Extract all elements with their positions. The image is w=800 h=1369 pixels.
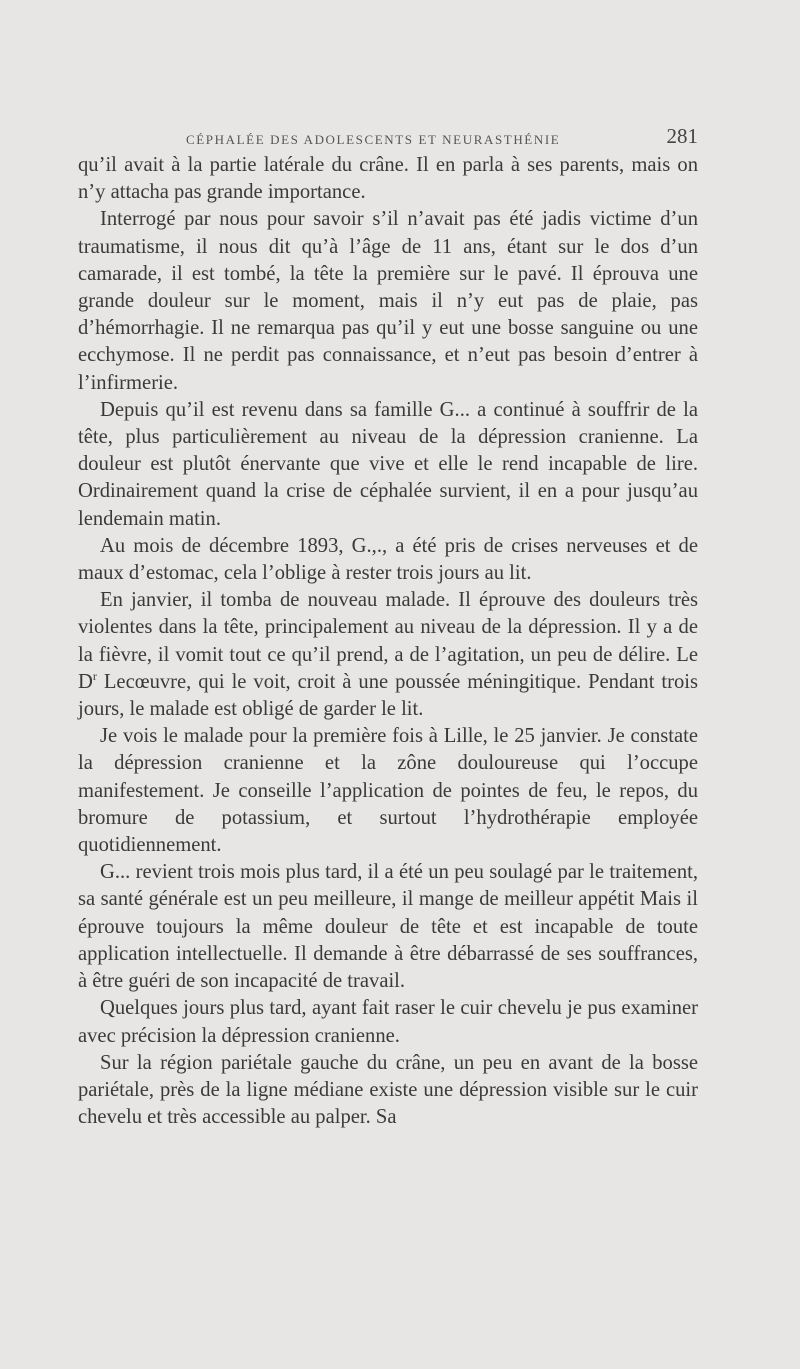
paragraph: Quelques jours plus tard, ayant fait raser le cuir chevelu je pus examiner avec précision la dépression cranienne. (78, 997, 698, 1047)
page-number: 281 (666, 124, 698, 148)
paragraph: Sur la région pariétale gauche du crâne, un peu en avant de la bosse pariétale, près de la ligne médiane existe une dépression visible sur le cuir chevelu et très accessible au palper. Sa (78, 1051, 698, 1129)
paragraph-text: En janvier, il tomba de nouveau malade. Il éprouve des douleurs très violentes dans la tête, principalement au niveau de la dépression. Il y a de la fièvre, il vomit tout ce qu’il prend, a de l’agitation, un peu de délire. Le D (78, 589, 698, 693)
book-page (78, 122, 698, 1131)
paragraph: qu’il avait à la partie latérale du crâne. Il en parla à ses parents, mais on n’y attacha pas grande importance. (78, 154, 698, 204)
paragraph: Interrogé par nous pour savoir s’il n’avait pas été jadis victime d’un traumatisme, il nous dit qu’à l’âge de 11 ans, étant sur le dos d’un camarade, il est tombé, la tête la première sur le pavé. Il éprouva une grande douleur sur le moment, mais il n’y eut pas de plaie, pas d’hémorrhagie. Il ne remarqua pas qu’il y eut une bosse sanguine ou une ecchymose. Il ne perdit pas connaissance, et n’eut pas besoin d’entrer à l’infirmerie. (78, 208, 698, 394)
paragraph: Au mois de décembre 1893, G.,., a été pris de crises nerveuses et de maux d’estomac, cela l’oblige à rester trois jours au lit. (78, 534, 698, 585)
paragraph: Depuis qu’il est revenu dans sa famille G... a continué à souffrir de la tête, plus particulièrement au niveau de la dépression cranienne. La douleur est plutôt énervante que vive et elle le rend incapable de lire. Ordinairement quand la crise de céphalée survient, il en a pour jusqu’au lendemain matin. (78, 398, 698, 530)
page-header (78, 122, 698, 150)
running-title: CÉPHALÉE DES ADOLESCENTS ET NEURASTHÉNIE (186, 132, 561, 147)
superscript: r (92, 669, 97, 683)
paragraph-text: Lecœuvre, qui le voit, croit à une poussée méningitique. Pendant trois jours, le malade est obligé de garder le lit. (78, 670, 698, 721)
paragraph: G... revient trois mois plus tard, il a été un peu soulagé par le traitement, sa santé générale est un peu meilleure, il mange de meilleur appétit Mais il éprouve toujours la même douleur de tête et est incapable de toute application intellectuelle. Il demande à être débarrassé de ses souffrances, à être guéri de son incapacité de travail. (78, 861, 698, 993)
paragraph: Je vois le malade pour la première fois à Lille, le 25 janvier. Je constate la dépression cranienne et la zône douloureuse qui l’occupe manifestement. Je conseille l’application de pointes de feu, le repos, du bromure de potassium, et surtout l’hydrothérapie employée quotidiennement. (78, 725, 698, 857)
paragraph (78, 587, 698, 723)
body-text (78, 152, 698, 1131)
